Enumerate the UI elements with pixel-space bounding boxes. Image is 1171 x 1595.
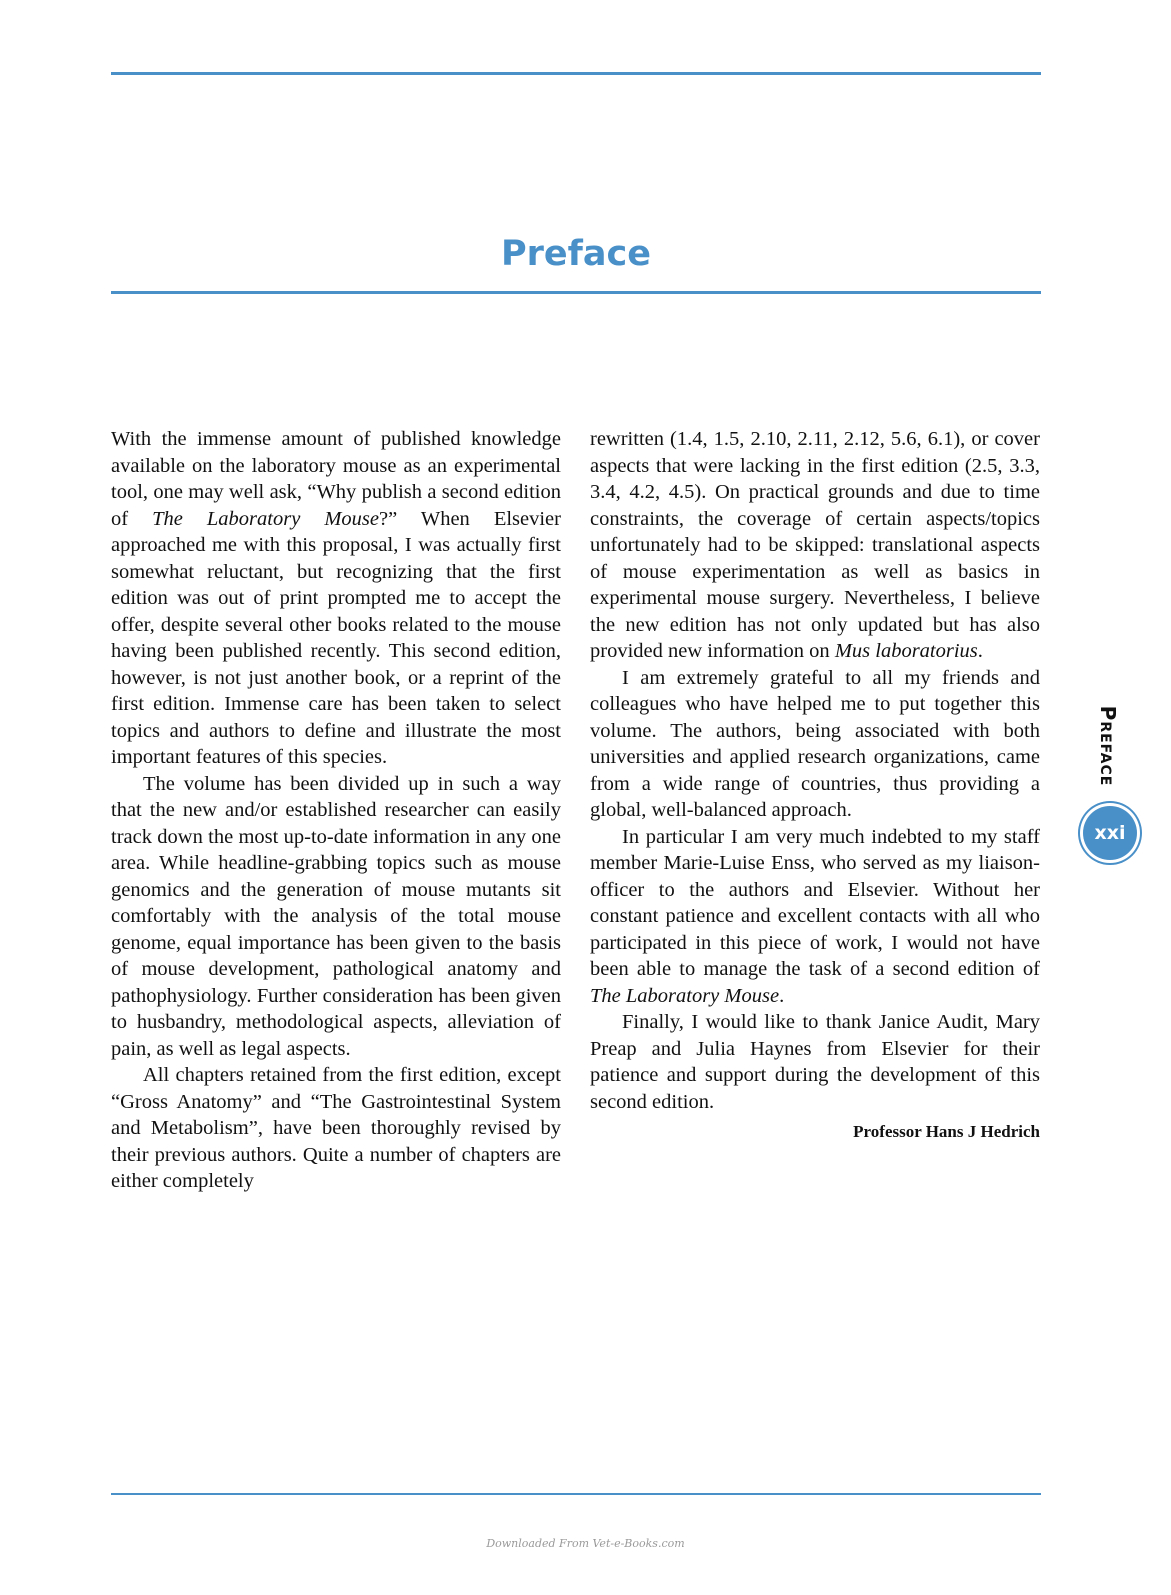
paragraph xyxy=(111,426,561,771)
paragraph-text: . xyxy=(779,984,785,1007)
paragraph-text: ?” When Elsevier approached me with this proposal, I was actually first somewhat reluctant, but recognizing that the first edition was out of print prompted me to accept the offer, despite several other books related to the mouse having been published recently. This second edition, however, is not just another book, or a reprint of the first edition. Immense care has been taken to select topics and authors to define and illustrate the most important features of this species. xyxy=(111,507,561,768)
paragraph: The volume has been divided up in such a way that the new and/or established researcher can easily track down the most up-to-date information in any one area. While headline-grabbing topics such as mouse genomics and the generation of mouse mutants sit comfortably with the analysis of the total mouse genome, equal importance has been given to the basis of mouse development, pathological anatomy and pathophysiology. Further consideration has been given to husbandry, methodological aspects, alleviation of pain, as well as legal aspects. xyxy=(111,772,561,1060)
left-column xyxy=(111,426,561,1195)
book-title: The Laboratory Mouse xyxy=(590,984,780,1007)
page-number-badge: xxi xyxy=(1083,806,1137,860)
paragraph xyxy=(590,824,1040,1010)
author-signature: Professor Hans J Hedrich xyxy=(853,1122,1040,1141)
paragraph xyxy=(590,426,1040,665)
book-title: The Laboratory Mouse xyxy=(152,507,379,530)
section-tab-label: Preface xyxy=(1096,705,1120,787)
right-column xyxy=(590,426,1040,1145)
title-rule xyxy=(111,291,1041,294)
species-name: Mus laboratorius xyxy=(834,640,978,662)
paragraph: I am extremely grateful to all my friends and colleagues who have helped me to put together this volume. The authors, being associated with both universities and applied research organizations, came from a wide range of countries, thus providing a global, well-balanced approach. xyxy=(590,666,1040,821)
paragraph-text: With the immense amount of published knowledge available on the laboratory mouse as an experimental tool, one may well ask, “Why publish a second edition of xyxy=(111,428,561,530)
top-rule xyxy=(111,72,1041,75)
paragraph: All chapters retained from the first edition, except “Gross Anatomy” and “The Gastrointestinal System and Metabolism”, have been thoroughly revised by their previous authors. Quite a number of chapters are either completely xyxy=(111,1064,561,1192)
download-watermark: Downloaded From Vet-e-Books.com xyxy=(486,1537,685,1550)
section-side-tab xyxy=(1088,700,1128,792)
bottom-rule xyxy=(111,1493,1041,1495)
page-title: Preface xyxy=(501,234,651,274)
paragraph-text: In particular I am very much indebted to my staff member Marie-Luise Enss, who served as my liaison-officer to the authors and Elsevier. Without her constant patience and excellent contacts with all who participated in this piece of work, I would not have been able to manage the task of a second edition of xyxy=(590,825,1040,980)
paragraph: Finally, I would like to thank Janice Audit, Mary Preap and Julia Haynes from Elsevier for their patience and support during the development of this second edition. xyxy=(590,1011,1040,1113)
paragraph-text: rewritten (1.4, 1.5, 2.10, 2.11, 2.12, 5.6, 6.1), or cover aspects that were lacking in the first edition (2.5, 3.3, 3.4, 4.2, 4.5). On practical grounds and due to time constraints, the coverage of certain aspects/topics unfortunately had to be skipped: translational aspects of mouse experimentation as well as basics in experimental mouse surgery. Nevertheless, I believe the new edition has not only updated but has also provided new information on xyxy=(590,428,1040,662)
paragraph-text: . xyxy=(977,640,983,662)
